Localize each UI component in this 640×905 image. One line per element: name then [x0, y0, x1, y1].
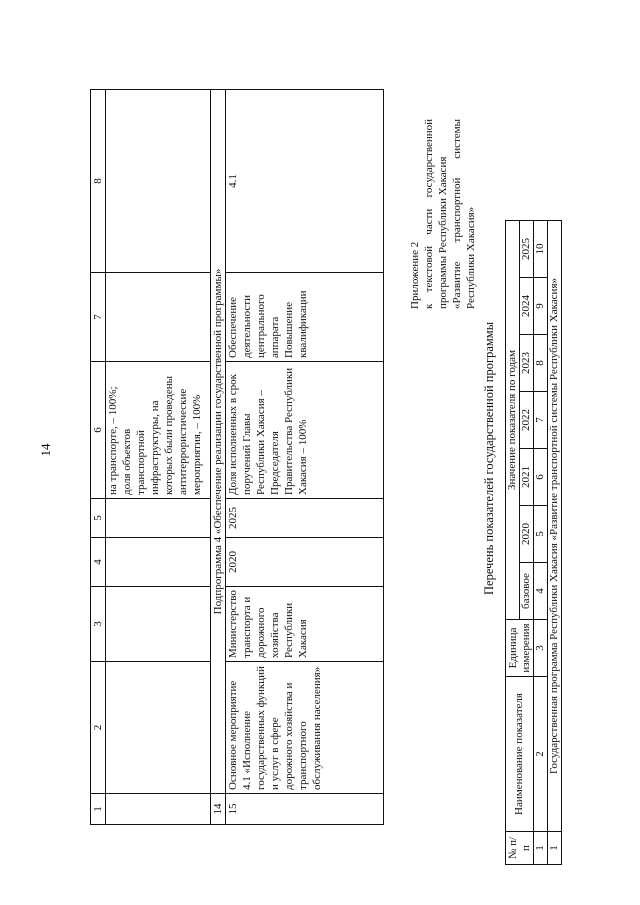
table-header-row: [506, 221, 520, 865]
appendix-line: к текстовой части государственной: [423, 119, 435, 309]
index-cell: 1: [534, 832, 548, 865]
measures-table: [90, 89, 384, 825]
link: 4.1: [226, 90, 384, 273]
table-row: [226, 90, 384, 825]
header-name: Наименование показателя: [506, 677, 534, 832]
header-year: 2024: [520, 278, 534, 335]
measure-name: Основное мероприятие 4.1 «Исполнение государственных функций и услуг в сфере дорожного хозяйства и транспортного обслуживания населения»: [226, 662, 384, 794]
table-header-row: [91, 90, 106, 825]
result: Обеспечение деятельности центрального аппарата Повышение квалификации: [226, 273, 384, 362]
start-year: 2020: [226, 538, 384, 587]
index-cell: 10: [534, 221, 548, 278]
indicator-cell: на транспорте, – 100%; доля объектов транспортной инфраструктуры, на которых были проведены антитеррористические мероприятия, – 100%: [106, 362, 211, 499]
row-number: 14: [211, 794, 226, 825]
page-number: 14: [38, 443, 53, 457]
header-unit: Единица измерения: [506, 620, 534, 677]
appendix-line: Приложение 2: [409, 241, 421, 309]
program-row: [548, 221, 562, 865]
row-number: 1: [548, 832, 562, 865]
header-cell: 6: [91, 362, 106, 499]
end-year: 2025: [226, 499, 384, 538]
appendix-line: «Развитие транспортной системы: [451, 119, 463, 309]
header-year: 2025: [520, 221, 534, 278]
header-year: 2022: [520, 392, 534, 449]
table-row: [106, 90, 211, 825]
index-cell: 6: [534, 449, 548, 506]
index-cell: 2: [534, 677, 548, 832]
subprogram-row: [211, 90, 226, 825]
index-cell: 5: [534, 506, 548, 563]
appendix-line: Республики Хакасия»: [465, 206, 477, 309]
indicators-table: [505, 220, 562, 865]
header-year: 2020: [520, 506, 534, 563]
header-cell: 5: [91, 499, 106, 538]
header-year: 2023: [520, 335, 534, 392]
indicator: Доля исполненных в срок поручений Главы Республики Хакасия – Председателя Правительства Республики Хакасия – 100%: [226, 362, 384, 499]
index-cell: 7: [534, 392, 548, 449]
row-number: 15: [226, 794, 384, 825]
header-cell: 3: [91, 587, 106, 662]
list-title: Перечень показателей государственной программы: [482, 321, 496, 595]
index-cell: 9: [534, 278, 548, 335]
executor: Министерство транспорта и дорожного хозяйства Республики Хакасия: [226, 587, 384, 662]
subprogram-title: Подпрограмма 4 «Обеспечение реализации государственной программы»: [211, 90, 226, 794]
program-title: Государственная программа Республики Хакасия «Развитие транспортной системы Республики Хакасия»: [548, 221, 562, 832]
header-num: № п/п: [506, 832, 534, 865]
header-cell: 4: [91, 538, 106, 587]
appendix-line: программы Республики Хакасия: [437, 156, 449, 309]
header-cell: 2: [91, 662, 106, 794]
index-row: [534, 221, 548, 865]
header-year: 2021: [520, 449, 534, 506]
index-cell: 8: [534, 335, 548, 392]
header-base: базовое: [520, 563, 534, 620]
header-cell: 1: [91, 794, 106, 825]
index-cell: 4: [534, 563, 548, 620]
header-values: Значение показателя по годам: [506, 221, 520, 620]
header-cell: 8: [91, 90, 106, 273]
appendix-note: [408, 119, 478, 309]
index-cell: 3: [534, 620, 548, 677]
header-cell: 7: [91, 273, 106, 362]
